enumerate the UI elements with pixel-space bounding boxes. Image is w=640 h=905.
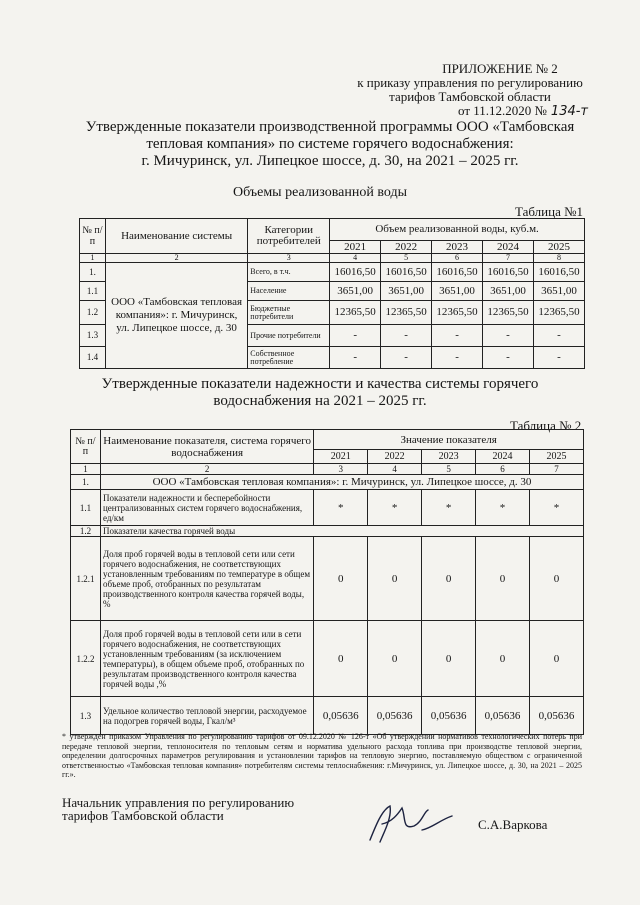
table-row [71,621,584,697]
t1-cell: - [483,325,534,347]
t1-row-num: 1.4 [80,347,106,369]
table2-subtitle-line-2: водоснабжения на 2021 – 2025 гг. [213,393,427,409]
t2-row-num: 1.1 [71,490,101,526]
t1-row-category: Собственное потребление [248,347,330,369]
t1-cell: 12365,50 [381,301,432,325]
t1-cell: 12365,50 [483,301,534,325]
t2-colnum: 5 [422,464,476,475]
t1-cell: - [432,347,483,369]
t2-cell: 0,05636 [422,697,476,735]
t2-row-text: Доля проб горячей воды в тепловой сети или в сети горячего водоснабжения, не соответствующих установленным требованиям (за исключением температуры), в общем объеме проб, отобранных по результатам производственного контроля качества горячей воды ,% [100,621,313,697]
t2-row-num: 1.3 [71,697,101,735]
signatory-line-1: Начальник управления по регулированию [62,795,295,810]
t2-cell: 0,05636 [476,697,530,735]
table-row [71,490,584,526]
t2-group-title: ООО «Тамбовская тепловая компания»: г. Мичуринск, ул. Липецкое шоссе, д. 30 [100,475,583,490]
table2-subtitle-line-1: Утвержденные показатели надежности и качества системы горячего [101,376,539,392]
t2-row-text: Показатели качества горячей воды [100,526,583,537]
t1-cell: 3651,00 [330,282,381,301]
table-row [71,526,584,537]
t1-colnum: 8 [533,254,584,263]
t2-cell: 0,05636 [529,697,583,735]
t2-year: 2024 [476,450,530,464]
t2-cell: 0 [476,537,530,621]
t1-year: 2025 [533,241,584,254]
t1-cell: 16016,50 [533,263,584,282]
t1-cell: 3651,00 [432,282,483,301]
order-number: 134-т [550,104,588,119]
t1-year: 2024 [483,241,534,254]
t1-cell: 3651,00 [381,282,432,301]
t1-cell: - [432,325,483,347]
appendix-title: ПРИЛОЖЕНИЕ № 2 [442,61,558,76]
order-line-1: к приказу управления по регулированию [357,75,583,90]
t1-year: 2023 [432,241,483,254]
t1-cell: 16016,50 [381,263,432,282]
t2-cell: 0 [422,621,476,697]
t1-system-name: ООО «Тамбовская тепловая компания»: г. Мичуринск, ул. Липецкое шоссе, д. 30 [105,263,247,369]
order-line-2: тарифов Тамбовской области [389,89,551,104]
t2-cell: * [422,490,476,526]
t2-colnum: 7 [529,464,583,475]
t1-cell: - [381,325,432,347]
t1-cell: - [533,347,584,369]
t1-colnum: 4 [330,254,381,263]
t2-cell: 0 [529,537,583,621]
t2-header-num: № п/п [71,430,101,464]
t1-row-category: Население [248,282,330,301]
table-row [71,697,584,735]
table-row [71,475,584,490]
t1-cell: - [533,325,584,347]
t1-header-num: № п/п [80,219,106,254]
t1-row-num: 1.1 [80,282,106,301]
t1-row-num: 1. [80,263,106,282]
t1-colnum: 3 [248,254,330,263]
t1-colnum: 1 [80,254,106,263]
t1-cell: - [330,347,381,369]
t1-cell: 16016,50 [330,263,381,282]
t2-colnum: 1 [71,464,101,475]
t2-cell: * [314,490,368,526]
t1-cell: 16016,50 [432,263,483,282]
t1-colnum: 6 [432,254,483,263]
t1-colnum: 5 [381,254,432,263]
t2-colnum: 2 [100,464,313,475]
t2-header-name: Наименование показателя, система горячего водоснабжения [100,430,313,464]
t1-row-category: Прочие потребители [248,325,330,347]
t2-row-text: Показатели надежности и бесперебойности централизованных систем горячего водоснабжения, ед/км [100,490,313,526]
t2-row-text: Удельное количество тепловой энергии, расходуемое на подогрев горячей воды, Гкал/м³ [100,697,313,735]
t1-cell: 12365,50 [533,301,584,325]
t2-colnum: 3 [314,464,368,475]
t2-year: 2023 [422,450,476,464]
t1-header-volume: Объем реализованной воды, куб.м. [330,219,585,241]
table1-label: Таблица №1 [515,204,584,219]
title-line-3: г. Мичуринск, ул. Липецкое шоссе, д. 30, на 2021 – 2025 гг. [141,153,519,169]
t1-colnum: 2 [105,254,247,263]
t2-cell: 0 [314,621,368,697]
t2-cell: 0 [368,537,422,621]
t2-year: 2021 [314,450,368,464]
handwritten-signature [362,800,462,845]
t1-cell: 12365,50 [432,301,483,325]
t1-cell: - [330,325,381,347]
order-date-prefix: от 11.12.2020 № [457,103,547,118]
t1-header-system: Наименование системы [105,219,247,254]
t2-cell: 0 [368,621,422,697]
document-title [80,119,580,170]
table1-subtitle: Объемы реализованной воды [232,185,407,200]
t2-cell: 0,05636 [314,697,368,735]
t2-colnum: 4 [368,464,422,475]
footnote: * утвержден приказом Управления по регулированию тарифов от 09.12.2020 № 126-т «Об утверждении нормативов технологических потерь при передаче тепловой энергии, теплоносителя по тепловым сетям и норматива удельного расхода топлива при производстве тепловой энергии, определении долгосрочных параметров регулирования и установлении тарифов на тепловую энергию, поставляемую обществом с ограниченной ответственностью «Тамбовская тепловая компания» потребителям системы теплоснабжения: г.Мичуринск, ул. Липецкое шоссе, д. 30, на 2021 – 2025 гг.». [62,732,582,779]
t2-row-num: 1.2.1 [71,537,101,621]
table1 [79,218,585,369]
title-line-1: Утвержденные показатели производственной программы ООО «Тамбовская [85,119,575,135]
t1-cell: 12365,50 [330,301,381,325]
signatory-line-2: тарифов Тамбовской области [62,808,224,823]
t2-cell: 0 [422,537,476,621]
t2-row-num: 1.2.2 [71,621,101,697]
t2-row-num: 1.2 [71,526,101,537]
t1-row-category: Всего, в т.ч. [248,263,330,282]
t1-cell: - [381,347,432,369]
t1-year: 2021 [330,241,381,254]
t1-row-num: 1.2 [80,301,106,325]
t1-header-category: Категории потребителей [248,219,330,254]
t1-row-category: Бюджетные потребители [248,301,330,325]
t1-year: 2022 [381,241,432,254]
t2-header-value: Значение показателя [314,430,584,450]
t2-cell: * [368,490,422,526]
t1-cell: 3651,00 [483,282,534,301]
t1-cell: 3651,00 [533,282,584,301]
t2-cell: * [529,490,583,526]
title-line-2: тепловая компания» по системе горячего водоснабжения: [146,136,514,152]
t2-cell: * [476,490,530,526]
table-row [71,537,584,621]
t2-cell: 0,05636 [368,697,422,735]
table2 [70,429,584,735]
appendix-header [330,62,610,119]
t2-cell: 0 [529,621,583,697]
t2-cell: 0 [314,537,368,621]
signatory-name: С.А.Варкова [478,817,548,832]
signatory-title [62,796,294,822]
t2-year: 2022 [368,450,422,464]
order-date [330,104,610,119]
table2-subtitle [0,376,640,410]
t1-cell: - [483,347,534,369]
table2-label: Таблица № 2 [510,418,582,433]
t2-row-num: 1. [71,475,101,490]
t2-colnum: 6 [476,464,530,475]
t1-row-num: 1.3 [80,325,106,347]
t2-year: 2025 [529,450,583,464]
t2-cell: 0 [476,621,530,697]
t1-cell: 16016,50 [483,263,534,282]
t2-row-text: Доля проб горячей воды в тепловой сети или сети горячего водоснабжения, не соответствующих установленным требованиям по температуре в общем объеме проб, отобранных по результатам производственного контроля качества горячей воды, % [100,537,313,621]
t1-colnum: 7 [483,254,534,263]
table-row [80,263,585,282]
